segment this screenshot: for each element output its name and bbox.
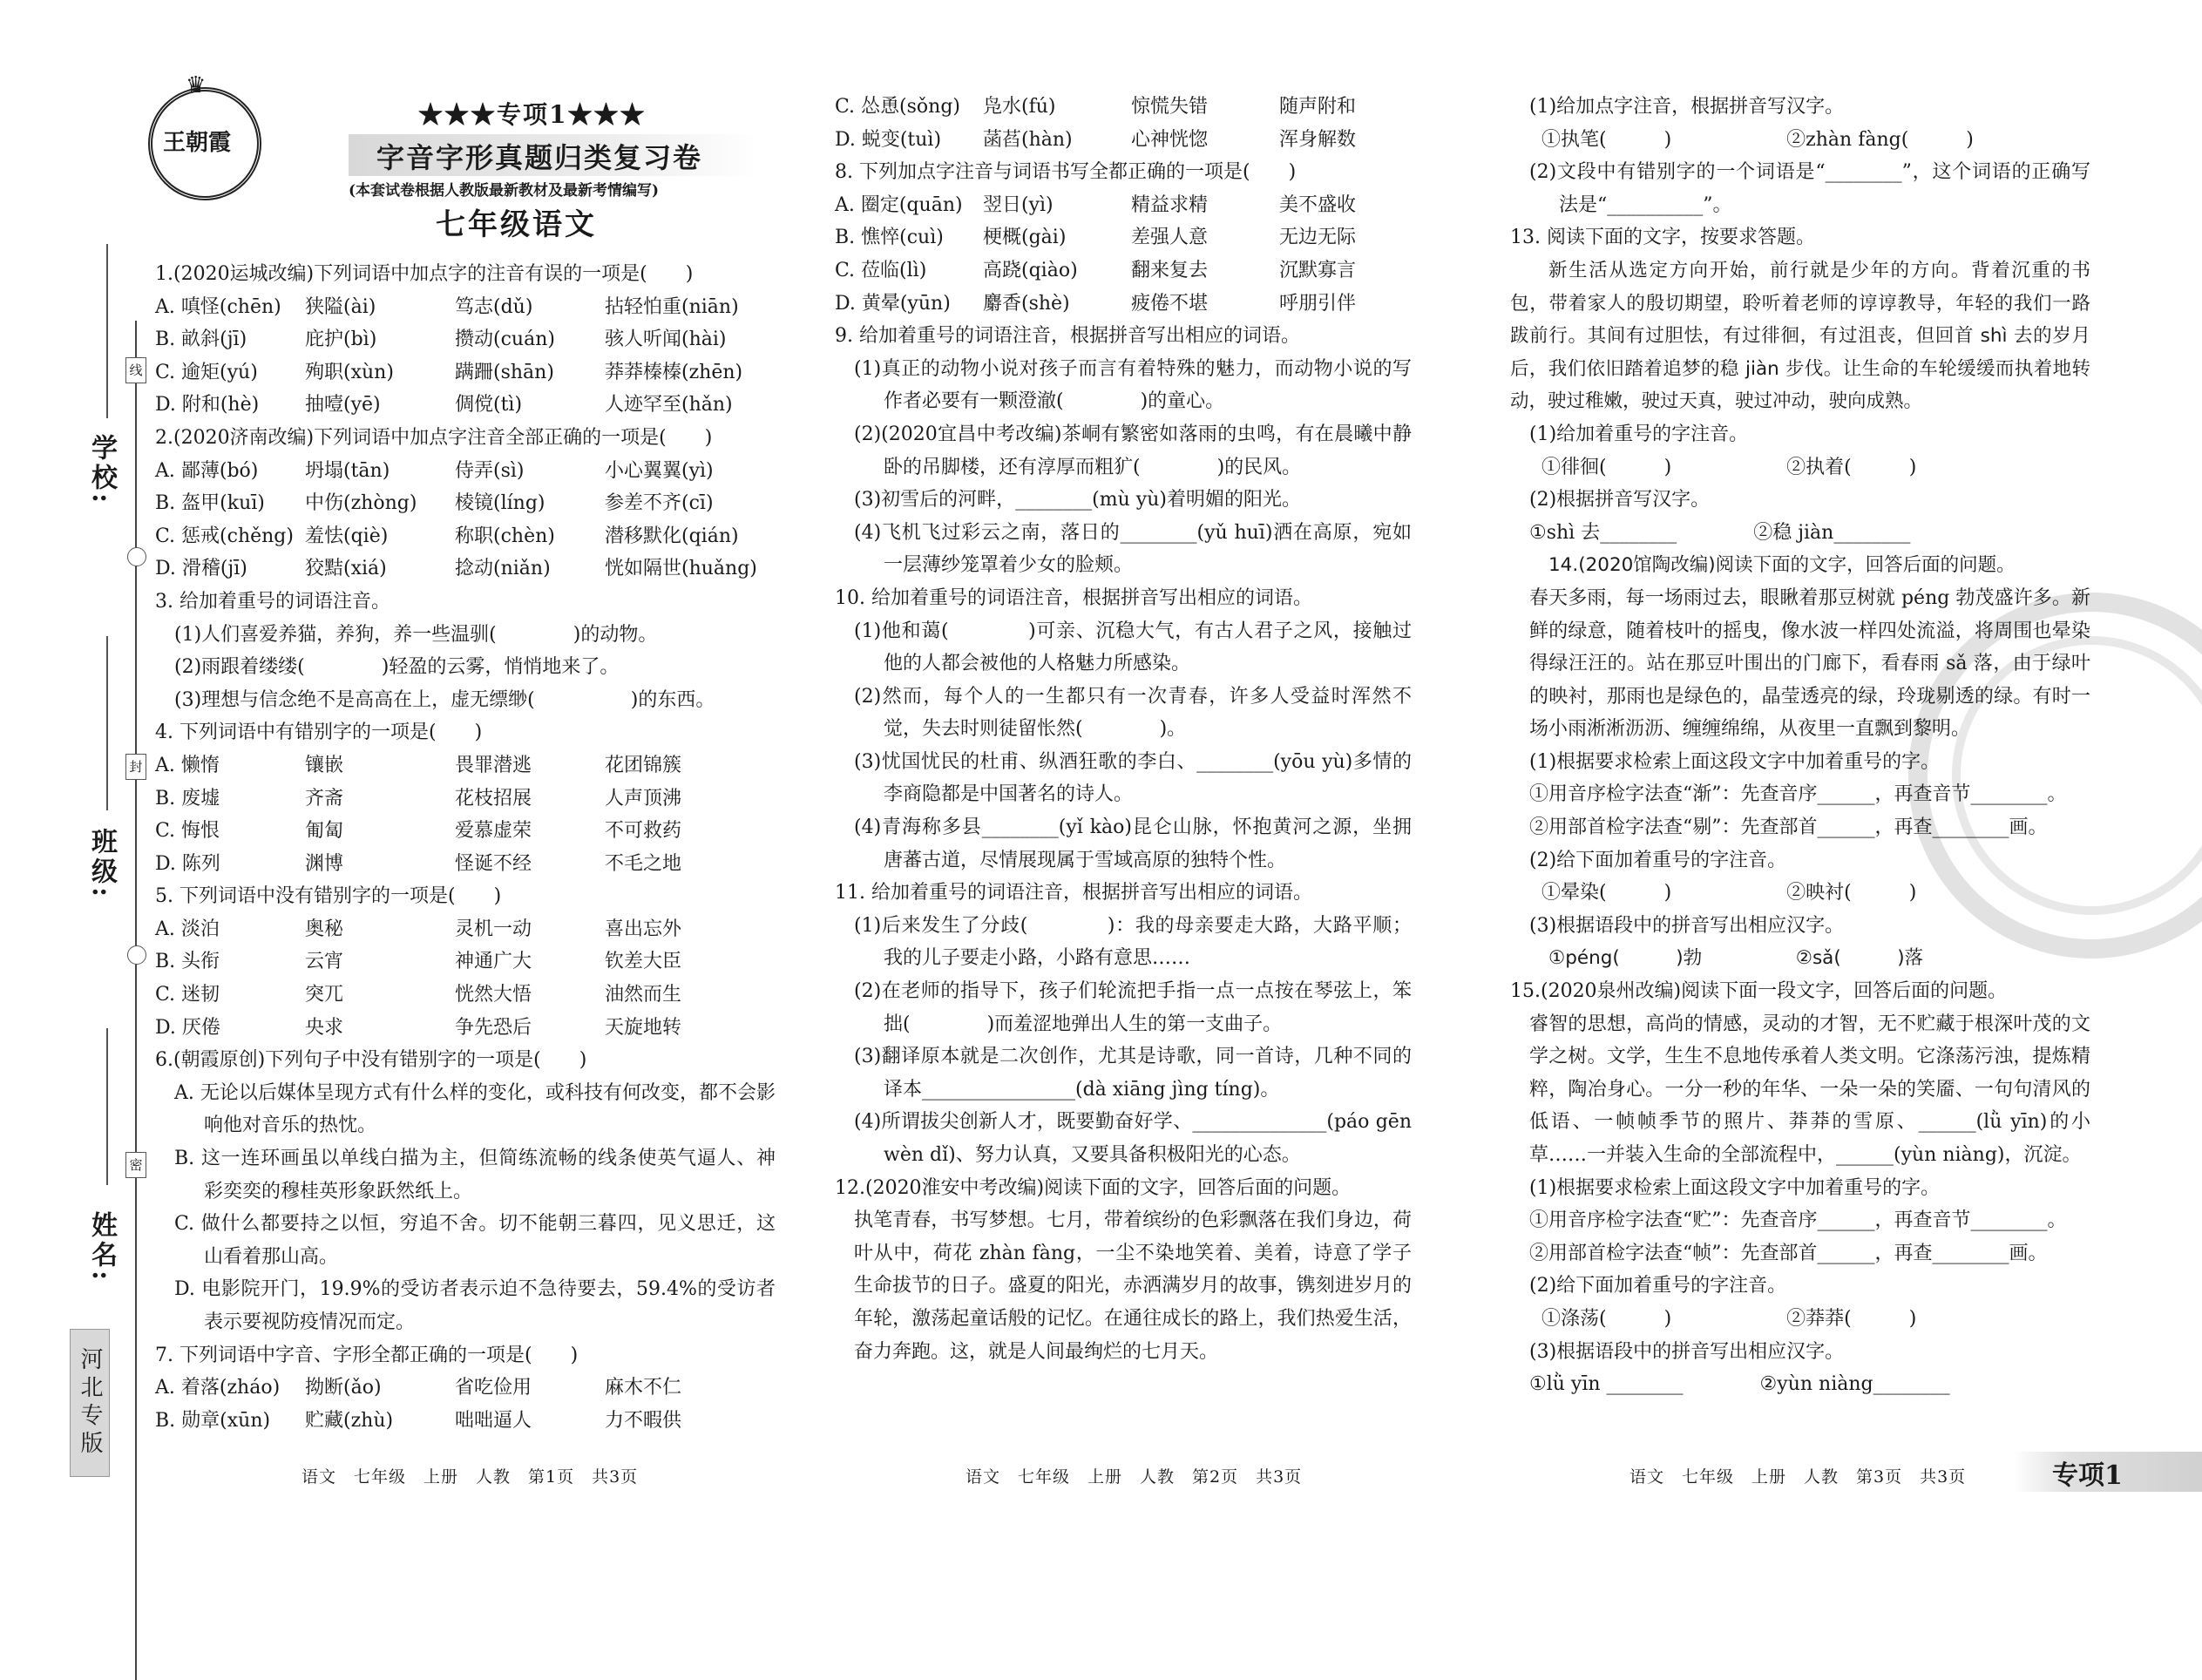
option-cell: 钦差大臣	[605, 951, 682, 973]
option-cell: A. 鄙薄(bó)	[155, 459, 259, 482]
option-cell: 沉默寡言	[1279, 259, 1357, 281]
option-row	[155, 356, 776, 390]
option-cell: 梗概(gài)	[983, 227, 1067, 249]
option-cell: B. 头衔	[155, 951, 220, 973]
logo-text: 王朝霞	[163, 130, 232, 156]
sub-question: ①执笔( ) ②zhàn fàng( )	[1541, 128, 1974, 151]
option-cell: 坍塌(tān)	[305, 459, 390, 482]
sub-question: (1)给加着重号的字注音。	[1529, 423, 1749, 445]
option-cell: C. 悔恨	[155, 820, 220, 843]
question-text: 春天多雨，每一场雨过去，眼瞅着那豆树就 péng 勃茂盛许多。新鲜的绿意，随着枝叶的摇曳，像水波一样四处流溢，将周围也晕染得绿汪汪的。站在那豆叶围出的门廊下，看春雨 sǎ 落，由于绿叶的映衬，那雨也是绿色的，晶莹透亮的绿，玲珑剔透的绿。有时一场小雨淅淅沥沥、缠缠绵绵，从夜里一直飘到黎明。	[1529, 586, 2090, 741]
option-cell: 攒动(cuán)	[455, 329, 555, 351]
option-cell: 灵机一动	[455, 918, 532, 940]
option-cell: 狡黠(xiá)	[305, 558, 387, 580]
sub-question: (3)忧国忧民的杜甫、纵酒狂歌的李白、________(yōu yù)多情的李商隐都是中国著名的诗人。	[854, 750, 1412, 806]
option-cell: 参差不齐(cī)	[605, 492, 714, 515]
sub-question: ①用音序检字法查“渐”：先查音序______，再查音节________。	[1529, 783, 2067, 806]
sub-question: ①晕染( ) ②映衬( )	[1541, 882, 1917, 904]
option-row	[155, 323, 776, 356]
sub-question: (2)(2020宜昌中考改编)茶峒有繁密如落雨的虫鸣，有在晨曦中静卧的吊脚楼，还有淳厚而粗犷( )的民风。	[854, 423, 1412, 478]
option-cell: 天旋地转	[605, 1016, 682, 1039]
option-cell: 人迹罕至(hǎn)	[605, 394, 733, 417]
question-stem: 11. 给加着重号的词语注音，根据拼音写出相应的词语。	[835, 882, 1312, 904]
sub-question: (3)理想与信念绝不是高高在上，虚无缥缈( )的东西。	[174, 688, 715, 711]
option-cell: B. 畝斜(jī)	[155, 329, 247, 351]
option-row	[155, 455, 776, 488]
option-cell: 惊慌失错	[1131, 96, 1209, 118]
sub-question: ①用音序检字法查“贮”：先查音序______，再查音节________。	[1529, 1209, 2067, 1232]
option-cell: C. 惩戒(chěng)	[155, 525, 294, 547]
option-cell: 拗断(ǎo)	[305, 1377, 382, 1399]
option-cell: 侍弄(sì)	[455, 459, 525, 482]
option-row	[155, 913, 776, 946]
question-text: 睿智的思想，高尚的情感，灵动的才智，无不贮藏于根深叶茂的文学之树。文学，生生不息地传承着人类文明。它涤荡污浊，提炼精粹，陶冶身心。一分一秒的年华、一朵一朵的笑靥、一句句清风的低语、一帧帧季节的照片、莽莽的雪原、______(lǜ yīn)的小草……一并装入生命的全部流程中，______(yùn niàng)，沉淀。	[1529, 1013, 2090, 1166]
class-write-line	[106, 636, 108, 810]
option-cell: B. 憔悴(cuì)	[835, 227, 944, 249]
option-row	[835, 254, 1412, 288]
sub-question: (1)真正的动物小说对孩子而言有着特殊的魅力，而动物小说的写作者必要有一颗澄澈( )的童心。	[854, 357, 1412, 413]
option-cell: 抽噎(yē)	[305, 394, 381, 417]
option-cell: 狭隘(ài)	[305, 295, 376, 318]
option-cell: C. 逾矩(yú)	[155, 361, 258, 383]
option-cell: 蹒跚(shān)	[455, 361, 554, 383]
option-row	[155, 848, 776, 881]
sub-question: (2)雨跟着缕缕( )轻盈的云雾，悄悄地来了。	[174, 656, 620, 679]
option-cell: 无边无际	[1279, 227, 1357, 249]
question-stem: 13. 阅读下面的文字，按要求答题。	[1510, 227, 1815, 249]
option-row	[155, 815, 776, 848]
option-cell: B. 勋章(xūn)	[155, 1409, 271, 1432]
crown-icon: ♛	[186, 72, 207, 98]
option-cell: 神通广大	[455, 951, 532, 973]
option-cell: 贮藏(zhù)	[305, 1409, 394, 1432]
option-cell: 争先恐后	[455, 1016, 532, 1039]
option-cell: 羞怯(qiè)	[305, 525, 389, 547]
page-footer-3: 语文 七年级 上册 人教 第3页 共3页	[1629, 1467, 1967, 1487]
option-cell: 恍如隔世(huǎng)	[605, 558, 757, 580]
option-cell: C. 迷韧	[155, 984, 220, 1006]
sentence-option: C. 做什么都要持之以恒，穷追不舍。切不能朝三暮四，见义思迁，这山看着那山高。	[174, 1213, 776, 1268]
sub-question: ②用部首检字法查“帧”：先查部首______，再查________画。	[1529, 1242, 2048, 1264]
name-write-line	[106, 1028, 108, 1185]
paper-title: 字音字形真题归类复习卷	[376, 141, 703, 174]
paper-subtitle: (本套试卷根据人教版最新教材及最新考情编写)	[349, 182, 660, 200]
binding-strip	[26, 261, 143, 1499]
punch-circle	[127, 547, 146, 566]
option-cell: 高跷(qiào)	[983, 259, 1078, 281]
option-cell: 翻来复去	[1131, 259, 1209, 281]
brand-logo	[148, 72, 261, 200]
question-stem: 4. 下列词语中有错别字的一项是( )	[155, 721, 483, 744]
option-cell: 呼朋引伴	[1279, 292, 1357, 315]
option-row	[155, 749, 776, 782]
option-cell: 浑身解数	[1279, 128, 1357, 151]
option-cell: 菡萏(hàn)	[983, 128, 1073, 151]
sub-question: (3)翻译原本就是二次创作，尤其是诗歌，同一首诗，几种不同的译本________________(dà xiāng jìng tíng)。	[854, 1046, 1412, 1101]
option-row	[155, 945, 776, 979]
option-cell: 小心翼翼(yì)	[605, 459, 714, 482]
sub-question: (4)飞机飞过彩云之南，落日的________(yǔ huī)洒在高原，宛如一层薄纱笼罩着少女的脸颊。	[854, 521, 1412, 577]
class-label: 班级:	[86, 828, 117, 901]
option-cell: A. 着落(zháo)	[155, 1377, 281, 1399]
sub-question: (3)根据语段中的拼音写出相应汉字。	[1529, 914, 1845, 937]
sub-question: ①徘徊( ) ②执着( )	[1541, 456, 1917, 478]
sub-question: (2)在老师的指导下，孩子们轮流把手指一点一点按在琴弦上，笨拙( )而羞涩地弹出人生的第一支曲子。	[854, 980, 1412, 1035]
option-cell: D. 滑稽(jī)	[155, 558, 247, 580]
option-cell: D. 陈列	[155, 852, 220, 875]
option-cell: 渊博	[305, 852, 344, 875]
option-cell: 麻木不仁	[605, 1377, 682, 1399]
option-row	[155, 1372, 776, 1405]
option-cell: D. 附和(hè)	[155, 394, 260, 417]
option-cell: 不毛之地	[605, 852, 682, 875]
option-cell: 奥秘	[305, 918, 344, 940]
binding-line	[135, 321, 137, 1680]
reading-passage: ①péng( )勃 ②sǎ( )落	[1548, 947, 1924, 970]
option-cell: 骇人听闻(hài)	[605, 329, 727, 351]
option-row	[155, 487, 776, 520]
option-cell: 花枝招展	[455, 787, 532, 810]
option-row	[155, 520, 776, 553]
question-stem: 9. 给加着重号的词语注音，根据拼音写出相应的词语。	[835, 325, 1300, 348]
column-2	[835, 91, 1412, 1368]
question-stem: 10. 给加着重号的词语注音，根据拼音写出相应的词语。	[835, 586, 1312, 609]
sub-question: (4)青海称多县________(yǐ kào)昆仑山脉，怀抱黄河之源，坐拥唐蕃古道，尽情展现属于雪域高原的独特个性。	[854, 816, 1412, 871]
sub-question: ①shì 去________ ②稳 jiàn________	[1529, 521, 1911, 544]
sub-question: ②用部首检字法查“剔”：先查部首______，再查________画。	[1529, 816, 2048, 839]
option-cell: 莽莽榛榛(zhēn)	[605, 361, 743, 383]
option-cell: 美不盛收	[1279, 193, 1357, 216]
option-cell: 捻动(niǎn)	[455, 558, 551, 580]
option-cell: B. 盔甲(kuī)	[155, 492, 265, 515]
option-cell: 不可救药	[605, 820, 682, 843]
option-row	[835, 124, 1412, 157]
sub-question: (1)他和蔼( )可亲、沉稳大气，有古人君子之风，接触过他的人都会被他的人格魅力所感染。	[854, 620, 1412, 675]
sub-question: (2)文段中有错别字的一个词语是“________”，这个词语的正确写法是“__________”。	[1529, 161, 2090, 216]
sub-question: (1)人们喜爱养猫，养狗，养一些温驯( )的动物。	[174, 623, 658, 646]
option-cell: 喜出忘外	[605, 918, 682, 940]
cut-mark-line: 线	[125, 357, 146, 383]
option-cell: 拈轻怕重(niān)	[605, 295, 739, 318]
edition-tag: 河北专版	[70, 1329, 110, 1477]
sentence-option: B. 这一连环画虽以单线白描为主，但简练流畅的线条使英气逼人、神彩奕奕的穆桂英形象跃然纸上。	[174, 1148, 776, 1202]
option-cell: 凫水(fú)	[983, 96, 1056, 118]
option-cell: 镶嵌	[305, 754, 344, 776]
option-row	[835, 91, 1412, 124]
grade-subject: 七年级语文	[436, 207, 597, 242]
option-cell: 精益求精	[1131, 193, 1209, 216]
option-cell: 殉职(xùn)	[305, 361, 394, 383]
option-cell: 云宵	[305, 951, 344, 973]
option-row	[155, 979, 776, 1012]
option-cell: 差强人意	[1131, 227, 1209, 249]
column-1	[155, 258, 776, 1437]
option-cell: 油然而生	[605, 984, 682, 1006]
sub-question: (3)根据语段中的拼音写出相应汉字。	[1529, 1340, 1845, 1363]
name-label: 姓名:	[86, 1211, 117, 1284]
column-3	[1510, 91, 2090, 1401]
option-cell: A. 懒惰	[155, 754, 220, 776]
page-footer-1: 语文 七年级 上册 人教 第1页 共3页	[302, 1467, 639, 1487]
sub-question: (1)根据要求检索上面这段文字中加着重号的字。	[1529, 1176, 1941, 1199]
option-cell: 匍匐	[305, 820, 344, 843]
school-label: 学校:	[86, 434, 117, 507]
option-cell: 咄咄逼人	[455, 1409, 532, 1432]
sub-question: ①涤荡( ) ②莽莽( )	[1541, 1307, 1917, 1330]
sub-question: (1)根据要求检索上面这段文字中加着重号的字。	[1529, 750, 1941, 773]
page-header	[148, 72, 776, 242]
sub-question: (2)给下面加着重号的字注音。	[1529, 849, 1787, 871]
question-stem: 5. 下列词语中没有错别字的一项是( )	[155, 885, 502, 908]
option-cell: 齐斋	[305, 787, 344, 810]
option-cell: 疲倦不堪	[1131, 292, 1209, 315]
sub-question: (2)根据拼音写汉字。	[1529, 489, 1711, 511]
option-cell: 心神恍惚	[1131, 128, 1209, 151]
school-write-line	[106, 244, 108, 418]
page-footer-2: 语文 七年级 上册 人教 第2页 共3页	[965, 1467, 1303, 1487]
question-stem: 3. 给加着重号的词语注音。	[155, 590, 390, 613]
option-cell: 畏罪潜逃	[455, 754, 532, 776]
sub-question: (3)初雪后的河畔，________(mù yù)着明媚的阳光。	[854, 489, 1301, 511]
sub-question: (4)所谓拔尖创新人才，既要勤奋好学、______________(páo gēn wèn dǐ)、努力认真，又要具备积极阳光的心态。	[854, 1111, 1412, 1166]
option-row	[155, 1405, 776, 1438]
sentence-option: A. 无论以后媒体呈现方式有什么样的变化，或科技有何改变，都不会影响他对音乐的热忱。	[174, 1081, 776, 1137]
option-cell: C. 怂恿(sǒng)	[835, 96, 960, 118]
option-cell: D. 黄晕(yūn)	[835, 292, 951, 315]
option-cell: A. 圈定(quān)	[835, 193, 963, 216]
option-cell: 随声附和	[1279, 96, 1357, 118]
question-stem: 8. 下列加点字注音与词语书写全都正确的一项是( )	[835, 161, 1297, 184]
sentence-option: D. 电影院开门，19.9%的受访者表示迫不急待要去，59.4%的受访者表示要视防疫情况而定。	[174, 1278, 776, 1333]
option-cell: 笃志(dǔ)	[455, 295, 533, 318]
option-cell: 中伤(zhòng)	[305, 492, 417, 515]
option-cell: 人声顶沸	[605, 787, 682, 810]
option-cell: 省吃俭用	[455, 1377, 532, 1399]
option-row	[155, 389, 776, 422]
option-cell: 恍然大悟	[455, 984, 532, 1006]
option-cell: 力不暇供	[605, 1409, 682, 1432]
sub-question: (2)然而，每个人的一生都只有一次青春，许多人受益时浑然不觉，失去时则徒留怅然( )。	[854, 685, 1412, 741]
option-cell: D. 蜕变(tuì)	[835, 128, 942, 151]
cut-mark-close: 密	[125, 1152, 146, 1178]
option-row	[155, 552, 776, 586]
option-cell: 央求	[305, 1016, 344, 1039]
punch-circle	[127, 945, 146, 965]
option-row	[835, 189, 1412, 222]
option-cell: 突兀	[305, 984, 344, 1006]
option-cell: A. 淡泊	[155, 918, 220, 940]
option-cell: 花团锦簇	[605, 754, 682, 776]
topic-badge-text: 专项1	[2052, 1460, 2123, 1491]
option-row	[835, 221, 1412, 254]
sub-question: ①lǜ yīn ________ ②yùn niàng________	[1529, 1373, 1950, 1396]
question-stem: 1.(2020运城改编)下列词语中加点字的注音有误的一项是( )	[155, 263, 694, 285]
question-stem: 15.(2020泉州改编)阅读下面一段文字，回答后面的问题。	[1510, 980, 2008, 1003]
option-cell: D. 厌倦	[155, 1016, 220, 1039]
sub-question: (1)给加点字注音，根据拼音写汉字。	[1529, 96, 1845, 118]
sub-question: (2)给下面加着重号的字注音。	[1529, 1275, 1787, 1297]
option-cell: 倜傥(tì)	[455, 394, 523, 417]
reading-passage: 新生活从选定方向开始，前行就是少年的方向。背着沉重的书包，带着家人的殷切期望，聆听着老师的谆谆教导，年轻的我们一路跋前行。其间有过胆怯，有过徘徊，有过沮丧，但回首 shì 去的岁月后，我们依旧踏着追梦的稳 jiàn 步伐。让生命的车轮缓缓而执着地转动，驶过稚嫩，驶过天真，驶过冲动，驶向成熟。	[1510, 259, 2090, 413]
option-cell: B. 废墟	[155, 787, 220, 810]
option-cell: 称职(chèn)	[455, 525, 555, 547]
option-cell: 庇护(bì)	[305, 329, 377, 351]
question-stem: 6.(朝霞原创)下列句子中没有错别字的一项是( )	[155, 1049, 587, 1072]
option-row	[155, 291, 776, 324]
option-cell: A. 嗔怪(chēn)	[155, 295, 281, 318]
option-row	[835, 288, 1412, 321]
option-cell: 棱镜(líng)	[455, 492, 545, 515]
option-cell: C. 莅临(lì)	[835, 259, 927, 281]
question-stem: 2.(2020济南改编)下列词语中加点字注音全部正确的一项是( )	[155, 426, 713, 449]
reading-passage: 14.(2020馆陶改编)阅读下面的文字，回答后面的问题。	[1548, 554, 2016, 577]
option-cell: 怪诞不经	[455, 852, 532, 875]
sub-question: (1)后来发生了分歧( )：我的母亲要走大路，大路平顺；我的儿子要走小路，小路有意思……	[854, 914, 1412, 970]
question-stem: 12.(2020淮安中考改编)阅读下面的文字，回答后面的问题。	[835, 1176, 1352, 1199]
special-topic-title: ★★★专项1★★★	[418, 100, 647, 129]
option-row	[155, 1012, 776, 1045]
option-row	[155, 782, 776, 816]
option-cell: 翌日(yì)	[983, 193, 1054, 216]
question-stem: 7. 下列词语中字音、字形全都正确的一项是( )	[155, 1344, 579, 1366]
cut-mark-seal: 封	[125, 754, 146, 780]
option-cell: 麝香(shè)	[983, 292, 1070, 315]
option-cell: 爱慕虚荣	[455, 820, 532, 843]
question-text: 执笔青春，书写梦想。七月，带着缤纷的色彩飘落在我们身边，荷叶从中，荷花 zhàn fàng，一尘不染地笑着、美着，诗意了学子生命拔节的日子。盛夏的阳光，赤洒满岁月的故事，镌刻进岁月的年轮，激荡起童话般的记忆。在通往成长的路上，我们热爱生活，奋力奔跑。这，就是人间最绚烂的七月天。	[854, 1209, 1412, 1363]
option-cell: 潜移默化(qián)	[605, 525, 739, 547]
